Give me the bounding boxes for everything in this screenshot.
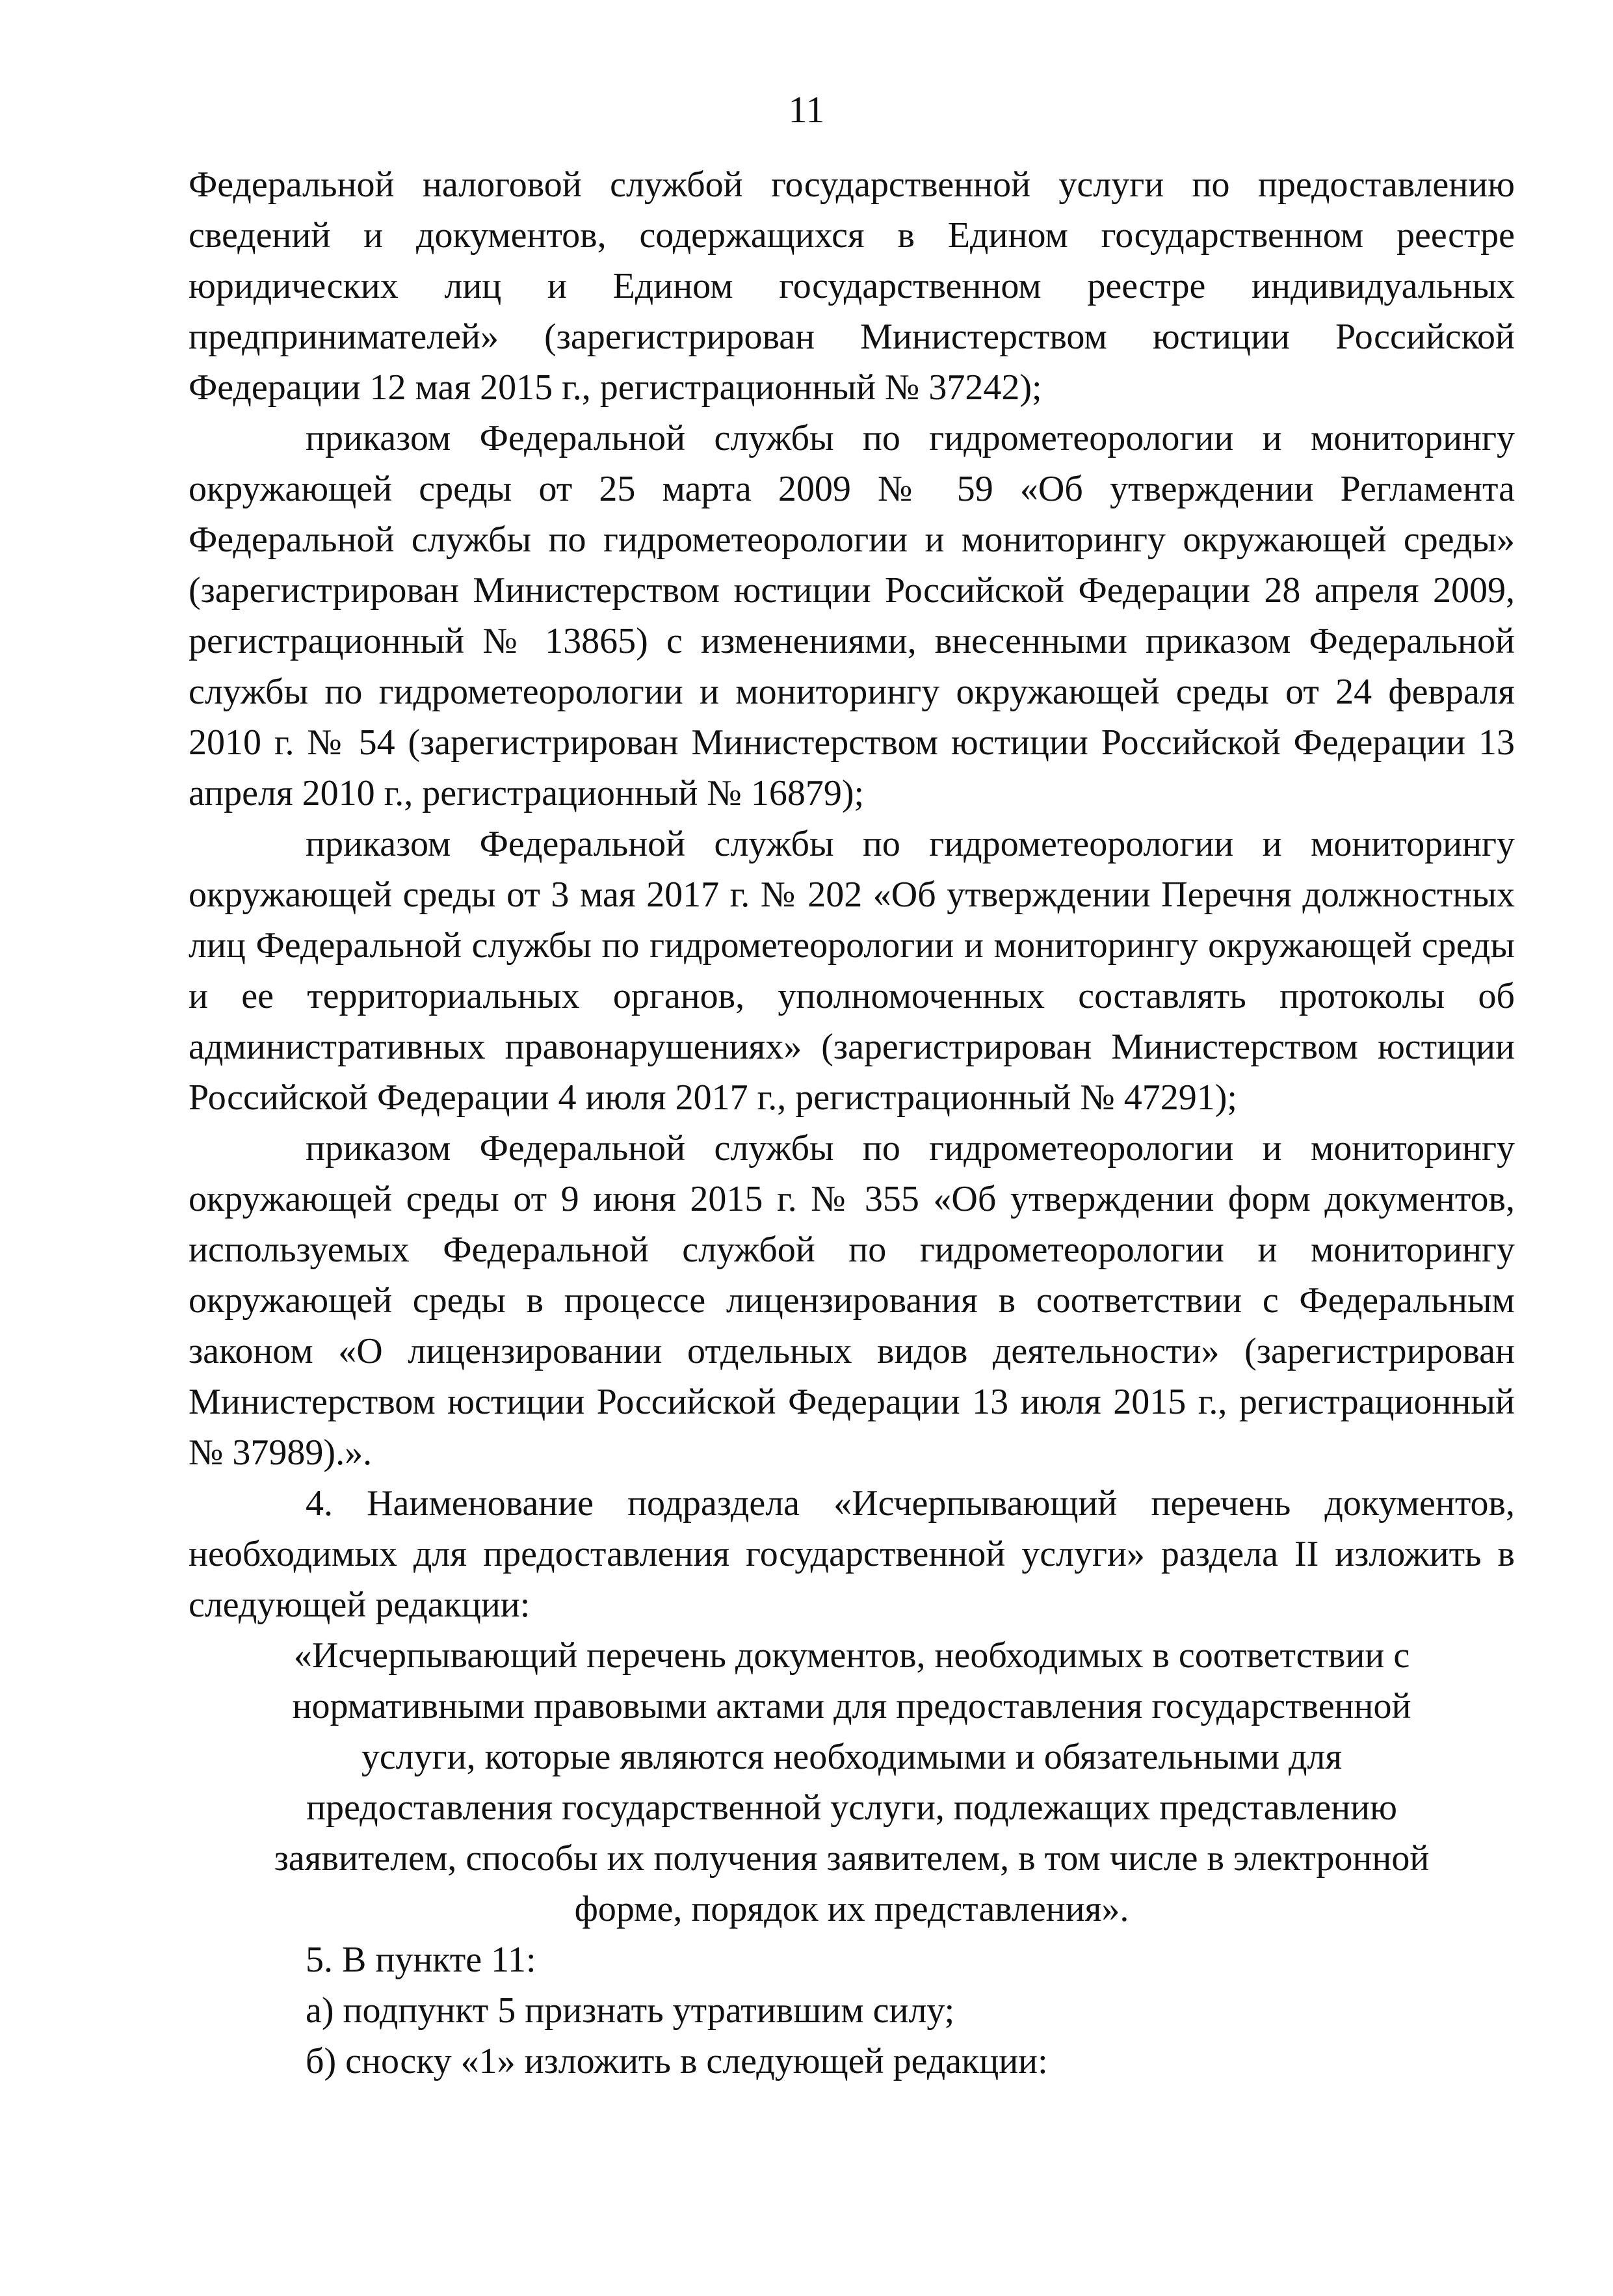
page-number: 11	[788, 88, 825, 131]
item-5: 5. В пункте 11:	[306, 1940, 536, 1980]
paragraph-item-4: 4. Наименование подраздела «Исчерпывающий перечень документов, необходимых для предоставления государственной услуги» раздела II изложить в следующей редакции:	[189, 1483, 1515, 1625]
paragraph-continuation: Федеральной налоговой службой государственной услуги по предоставлению сведений и документов, содержащихся в Едином государственном реестре юридических лиц и Едином государственном реестре индивидуальных предпринимателей» (зарегистрирован Министерством юстиции Российской Федерации 12 мая 2015 г., регистрационный № 37242);	[189, 165, 1515, 408]
subsection-heading: «Исчерпывающий перечень документов, необходимых в соответствии с нормативными правовыми актами для предоставления государственной услуги, которые являются необходимыми и обязательными для предоставления государственной услуги, подлежащих представлению заявителем, способы их получения заявителем, в том числе в электронной форме, порядок их представления».	[274, 1635, 1430, 1929]
item-5-b: б) сноску «1» изложить в следующей редакции:	[306, 2041, 1048, 2081]
item-5-a: а) подпункт 5 признать утратившим силу;	[306, 1990, 955, 2031]
paragraph-order-59: приказом Федеральной службы по гидрометеорологии и мониторингу окружающей среды от 25 марта 2009 № 59 «Об утверждении Регламента Федеральной службы по гидрометеорологии и мониторингу окружающей среды» (зарегистрирован Министерством юстиции Российской Федерации 28 апреля 2009, регистрационный № 13865) с изменениями, внесенными приказом Федеральной службы по гидрометеорологии и мониторингу окружающей среды от 24 февраля 2010 г. № 54 (зарегистрирован Министерством юстиции Российской Федерации 13 апреля 2010 г., регистрационный № 16879);	[189, 418, 1515, 813]
document-body	[189, 159, 1515, 2087]
paragraph-order-202: приказом Федеральной службы по гидрометеорологии и мониторингу окружающей среды от 3 мая 2017 г. № 202 «Об утверждении Перечня должностных лиц Федеральной службы по гидрометеорологии и мониторингу окружающей среды и ее территориальных органов, уполномоченных составлять протоколы об административных правонарушениях» (зарегистрирован Министерством юстиции Российской Федерации 4 июля 2017 г., регистрационный № 47291);	[189, 824, 1515, 1118]
paragraph-order-355: приказом Федеральной службы по гидрометеорологии и мониторингу окружающей среды от 9 июня 2015 г. № 355 «Об утверждении форм документов, используемых Федеральной службой по гидрометеорологии и мониторингу окружающей среды в процессе лицензирования в соответствии с Федеральным законом «О лицензировании отдельных видов деятельности» (зарегистрирован Министерством юстиции Российской Федерации 13 июля 2015 г., регистрационный № 37989).».	[189, 1128, 1515, 1473]
